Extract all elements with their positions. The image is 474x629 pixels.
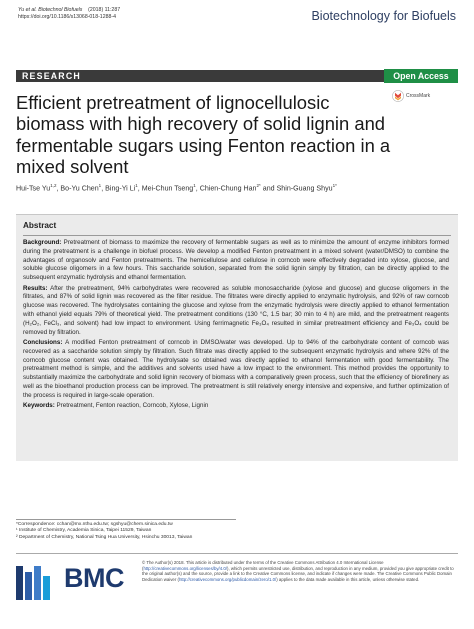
conclusions-text: A modified Fenton pretreatment of corncob in DMSO/water was developed. Up to 94% of the carbohydrate content of corncob was recovered as a saccharide solution simply by filtration. Such filtrate was directly applied to the subsequent enzymatic hydrolysis and where 92% of the corncob glucose content was obtained. The hydrolysate so obtained was directly applied to ethanol fermentation with good fermentability. The pretreatment method is simple, and the additives and solvents used have a low impact to the environment. This method provides the opportunity to substantially maximize the carbohydrate and solid lignin recovery of biomass with a comparatively green process, such that the efficiency of biorefinery as well as the bioethanol production process can be improved. The pretreatment is still relatively energy intensive and expensive, and further optimization of the process is required in large-scale operation. — [23, 338, 450, 399]
license-text-a: © The Author(s) 2018. This article is distributed under the terms of the Creative Commons Attribution 4.0 International License ( — [142, 560, 384, 571]
bmc-logo-icon — [16, 564, 60, 602]
bmc-logo — [16, 563, 136, 603]
doi-link[interactable]: https://doi.org/10.1186/s13068-018-1288-4 — [18, 14, 116, 20]
background-text: Pretreatment of biomass to maximize the recovery of fermentable sugars as well as to minimize the amount of enzyme inhibitors formed during the pretreatment is a challenge in biofuel process. We develop a modified Fenton pretreatment in a mixed solvent (water/DMSO) to combine the advantages of organosolv and Fenton pretreatments. The hemicellulose and cellulose in corncob were effectively degraded into xylose, glucose, and soluble glucose oligomers in a few hours. This saccharide solution, separated from the solid lignin simply by filtration, can be directly applied to the subsequent enzymatic hydrolysis and ethanol fermentation. — [23, 239, 449, 282]
research-label: RESEARCH — [22, 71, 81, 81]
crossmark-label: CrossMark — [406, 93, 431, 99]
license-statement — [142, 560, 458, 582]
open-access-badge: Open Access — [384, 69, 458, 83]
journal-citation: Yu et al. Biotechnol Biofuels — [18, 7, 83, 13]
author-name: Bo-Yu Chen — [60, 184, 99, 193]
affiliation-1: ¹ Institute of Chemistry, Academia Sinica, Taipei 11529, Taiwan — [16, 528, 152, 534]
correspondence-emails: *Correspondence: cchan@mx.nthu.edu.tw; sgshyu@chem.sinica.edu.tw — [16, 522, 173, 527]
abstract-divider — [23, 235, 451, 236]
bmc-logo-text: BMC — [64, 563, 124, 593]
author-name: Hui-Tse Yu — [16, 184, 51, 193]
results-label: Results: — [23, 284, 48, 292]
abstract-box — [16, 214, 458, 461]
abstract-heading: Abstract — [23, 221, 57, 230]
abstract-conclusions — [23, 339, 449, 401]
author-affiliation-mark: 1 — [193, 183, 196, 188]
author-list: Hui-Tse Yu$^{1,2}$, Bo-Yu Chen$^1$, Bing-Yi Li$^1$, Mei-Chun Tseng$^1$, Chien-Chung Han$^{2*}$ and Shin-Guang Shyu$^{1*}$ — [16, 183, 337, 193]
background-label: Background: — [23, 239, 62, 246]
article-type-banner — [16, 70, 458, 82]
author-affiliation-mark: 1 — [98, 183, 102, 188]
correspondence-footnote — [16, 519, 236, 541]
conclusions-label: Conclusions: — [23, 338, 63, 346]
license-text-b: ), which permits unrestricted use, distribution, and reproduction in any medium, provided you give appropriate credit to the original author(s) and the source, provide a link to the Creative Commons license, and indicate if changes were made. The Creative Commons Public Domain Dedication waiver ( — [142, 565, 454, 582]
author-affiliation-mark: 1* — [332, 183, 337, 188]
abstract-results — [23, 285, 449, 338]
license-text-c: ) applies to the data made available in this article, unless otherwise stated. — [276, 576, 420, 582]
affiliation-2: ² Department of Chemistry, National Tsing Hua University, Hsinchu 30013, Taiwan — [16, 534, 193, 540]
author-affiliation-mark: 1 — [135, 183, 138, 188]
cc-by-link[interactable]: http://creativecommons.org/licenses/by/4.0/ — [143, 565, 227, 571]
article-title: Efficient pretreatment of lignocellulosic biomass with high recovery of solid lignin and fermentable sugars using Fenton reaction in a mixed solvent — [16, 92, 391, 178]
footer-divider — [16, 553, 458, 554]
results-text: After the pretreatment, 94% carbohydrates were recovered as soluble monosaccharide (xylose and glucose) and glucose oligomers in the filtrates, and 87% of solid lignin was recovered as the filter residue. The filtrates were directly applied to enzymatic hydrolysis, and 92% of raw corncob glucose was recovered. The hydrolysates containing the glucose and xylose from the enzymatic hydrolysis were directly applied to ethanol fermentation with ethanol yield equals 79% of theoretical yield. The pretreatment conditions (130 °C, 1.5 bar; 30 min to 4 h) are mild, and the pretreatment reagents (H₂O₂, FeCl₃, and solvent) had low impact to environment. Using ferrimagnetic Fe₃O₄ resulted in similar pretreatment efficiency and Fe₃O₄ could be removed by filtration. — [23, 284, 450, 336]
keywords-label: Keywords: — [23, 402, 55, 410]
abstract-body — [23, 239, 449, 413]
abstract-background — [23, 239, 449, 283]
author-name: Bing-Yi Li — [105, 184, 136, 193]
author-name: Chien-Chung Han — [199, 184, 257, 193]
year-volume: (2018) 11:287 — [88, 7, 121, 13]
keywords-text: Pretreatment, Fenton reaction, Corncob, Xylose, Lignin — [56, 402, 209, 410]
author-name: Mei-Chun Tseng — [141, 184, 194, 193]
author-affiliation-mark: 2* — [256, 183, 261, 188]
journal-name: Biotechnology for Biofuels — [311, 9, 456, 23]
abstract-keywords — [23, 402, 449, 411]
citation-header — [18, 7, 120, 21]
author-name: Shin-Guang Shyu — [276, 184, 333, 193]
crossmark-button[interactable] — [392, 90, 452, 102]
cc-zero-link[interactable]: http://creativecommons.org/publicdomain/zero/1.0/ — [178, 576, 277, 582]
author-affiliation-mark: 1,2 — [50, 183, 57, 188]
